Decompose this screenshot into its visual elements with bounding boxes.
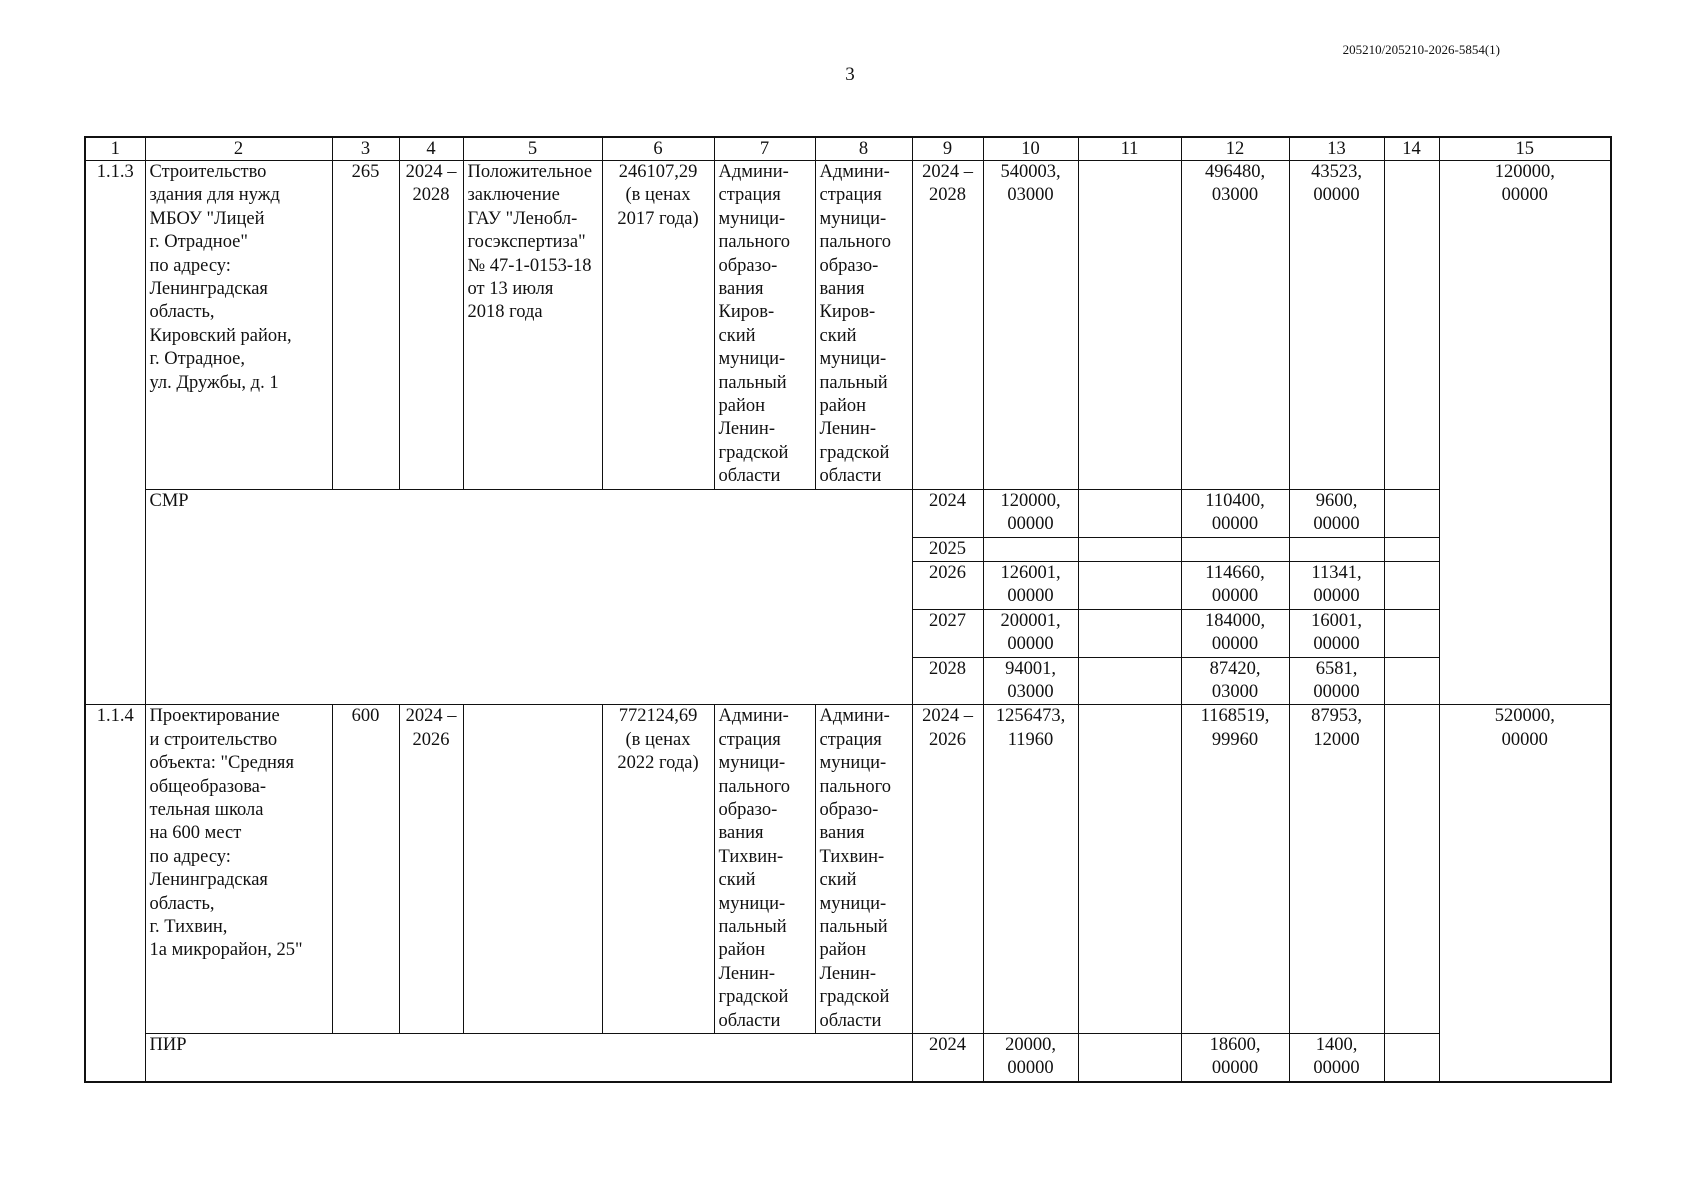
column-number: 3 bbox=[332, 137, 399, 161]
column-number: 1 bbox=[85, 137, 145, 161]
table-row bbox=[85, 1034, 1611, 1082]
customer: Админи- страция муници- пального образо- вания Тихвин- ский муници- пальный район Ленин- градской области bbox=[714, 705, 815, 1034]
year-cell: 2026 bbox=[912, 561, 983, 609]
expert-conclusion bbox=[463, 705, 602, 1034]
local-funding: 43523, 00000 bbox=[1289, 161, 1384, 490]
other-funding bbox=[1384, 561, 1439, 609]
developer: Админи- страция муници- пального образо- вания Тихвин- ский муници- пальный район Ленин- градской области bbox=[815, 705, 912, 1034]
total-funding: 94001, 03000 bbox=[983, 657, 1078, 705]
federal-funding bbox=[1078, 609, 1181, 657]
federal-funding bbox=[1078, 657, 1181, 705]
total-amount: 520000, 00000 bbox=[1439, 705, 1611, 1082]
federal-funding bbox=[1078, 705, 1181, 1034]
column-number: 6 bbox=[602, 137, 714, 161]
table-row bbox=[85, 161, 1611, 490]
total-funding: 20000, 00000 bbox=[983, 1034, 1078, 1082]
total-funding: 120000, 00000 bbox=[983, 489, 1078, 537]
item-code: 1.1.3 bbox=[85, 161, 145, 705]
customer: Админи- страция муници- пального образо- вания Киров- ский муници- пальный район Ленин- градской области bbox=[714, 161, 815, 490]
construction-period: 2024 – 2028 bbox=[399, 161, 463, 490]
local-funding: 87953, 12000 bbox=[1289, 705, 1384, 1034]
page-number: 3 bbox=[845, 64, 855, 85]
column-number: 15 bbox=[1439, 137, 1611, 161]
total-funding: 1256473, 11960 bbox=[983, 705, 1078, 1034]
regional-funding: 496480, 03000 bbox=[1181, 161, 1289, 490]
developer: Админи- страция муници- пального образо- вания Киров- ский муници- пальный район Ленин- градской области bbox=[815, 161, 912, 490]
column-number: 8 bbox=[815, 137, 912, 161]
work-type-label: ПИР bbox=[145, 1034, 912, 1082]
other-funding bbox=[1384, 657, 1439, 705]
year-cell: 2025 bbox=[912, 537, 983, 561]
local-funding: 16001, 00000 bbox=[1289, 609, 1384, 657]
local-funding: 1400, 00000 bbox=[1289, 1034, 1384, 1082]
year-cell: 2028 bbox=[912, 657, 983, 705]
funding-years: 2024 – 2028 bbox=[912, 161, 983, 490]
item-code: 1.1.4 bbox=[85, 705, 145, 1082]
total-funding: 200001, 00000 bbox=[983, 609, 1078, 657]
column-number: 4 bbox=[399, 137, 463, 161]
total-funding: 540003, 03000 bbox=[983, 161, 1078, 490]
column-number: 12 bbox=[1181, 137, 1289, 161]
capacity: 265 bbox=[332, 161, 399, 490]
work-type-label: СМР bbox=[145, 489, 912, 705]
local-funding: 6581, 00000 bbox=[1289, 657, 1384, 705]
federal-funding bbox=[1078, 161, 1181, 490]
estimated-cost: 246107,29 (в ценах 2017 года) bbox=[602, 161, 714, 490]
table-row bbox=[85, 705, 1611, 1034]
federal-funding bbox=[1078, 561, 1181, 609]
year-cell: 2024 bbox=[912, 1034, 983, 1082]
document-id: 205210/205210-2026-5854(1) bbox=[1342, 42, 1500, 57]
regional-funding: 110400, 00000 bbox=[1181, 489, 1289, 537]
table-row bbox=[85, 489, 1611, 537]
year-cell: 2027 bbox=[912, 609, 983, 657]
column-number: 2 bbox=[145, 137, 332, 161]
regional-funding: 18600, 00000 bbox=[1181, 1034, 1289, 1082]
total-amount: 120000, 00000 bbox=[1439, 161, 1611, 705]
federal-funding bbox=[1078, 1034, 1181, 1082]
year-cell: 2024 bbox=[912, 489, 983, 537]
regional-funding: 1168519, 99960 bbox=[1181, 705, 1289, 1034]
expert-conclusion: Положительное заключение ГАУ "Ленобл- госэкспертиза" № 47-1-0153-18 от 13 июля 2018 года bbox=[463, 161, 602, 490]
other-funding bbox=[1384, 489, 1439, 537]
federal-funding bbox=[1078, 537, 1181, 561]
object-name: Проектирование и строительство объекта: "Средняя общеобразова- тельная школа на 600 мест по адресу: Ленинградская область, г. Тихвин, 1а микрорайон, 25" bbox=[145, 705, 332, 1034]
column-number: 7 bbox=[714, 137, 815, 161]
table-header-row bbox=[85, 137, 1611, 161]
total-funding bbox=[983, 537, 1078, 561]
column-number: 14 bbox=[1384, 137, 1439, 161]
regional-funding: 87420, 03000 bbox=[1181, 657, 1289, 705]
column-number: 5 bbox=[463, 137, 602, 161]
federal-funding bbox=[1078, 489, 1181, 537]
construction-objects-table bbox=[84, 136, 1612, 1083]
regional-funding: 114660, 00000 bbox=[1181, 561, 1289, 609]
total-funding: 126001, 00000 bbox=[983, 561, 1078, 609]
column-number: 13 bbox=[1289, 137, 1384, 161]
other-funding bbox=[1384, 1034, 1439, 1082]
funding-years: 2024 – 2026 bbox=[912, 705, 983, 1034]
local-funding: 9600, 00000 bbox=[1289, 489, 1384, 537]
other-funding bbox=[1384, 705, 1439, 1034]
column-number: 10 bbox=[983, 137, 1078, 161]
other-funding bbox=[1384, 609, 1439, 657]
local-funding bbox=[1289, 537, 1384, 561]
regional-funding: 184000, 00000 bbox=[1181, 609, 1289, 657]
column-number: 9 bbox=[912, 137, 983, 161]
capacity: 600 bbox=[332, 705, 399, 1034]
local-funding: 11341, 00000 bbox=[1289, 561, 1384, 609]
column-number: 11 bbox=[1078, 137, 1181, 161]
object-name: Строительство здания для нужд МБОУ "Лицей г. Отрадное" по адресу: Ленинградская область, Кировский район, г. Отрадное, ул. Дружбы, д. 1 bbox=[145, 161, 332, 490]
construction-period: 2024 – 2026 bbox=[399, 705, 463, 1034]
other-funding bbox=[1384, 537, 1439, 561]
regional-funding bbox=[1181, 537, 1289, 561]
other-funding bbox=[1384, 161, 1439, 490]
estimated-cost: 772124,69 (в ценах 2022 года) bbox=[602, 705, 714, 1034]
